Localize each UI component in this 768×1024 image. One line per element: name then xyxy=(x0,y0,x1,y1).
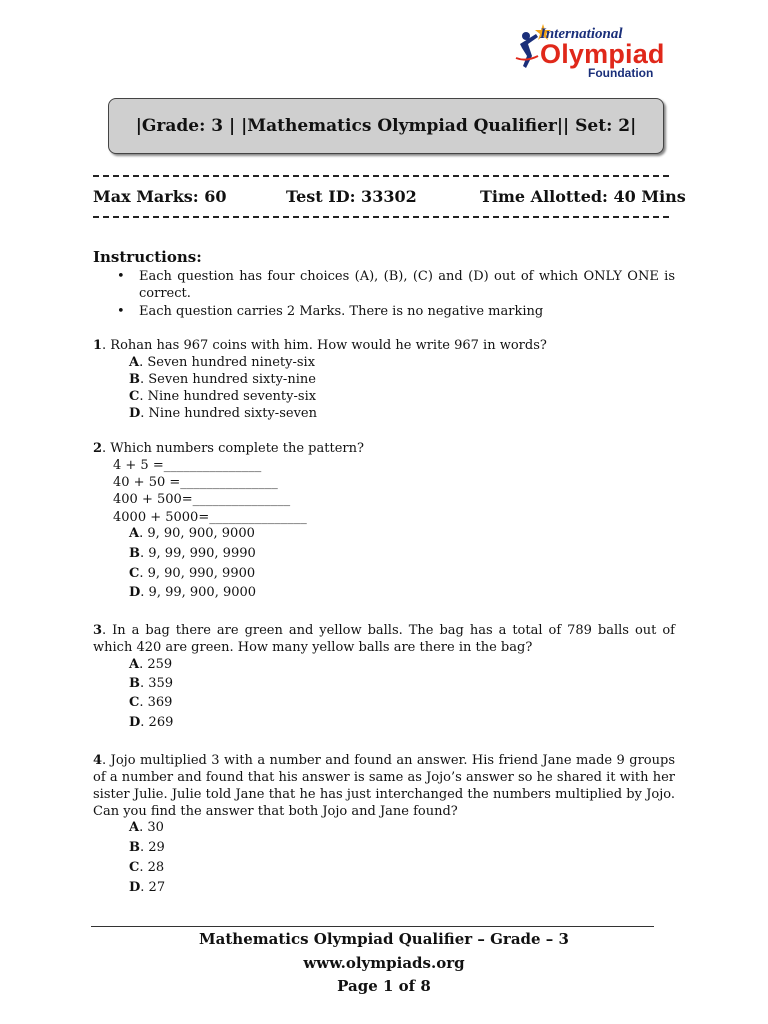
option-c: C. 369 xyxy=(129,695,173,710)
option-b: B. 29 xyxy=(129,840,165,855)
question-2 xyxy=(93,440,675,457)
question-stem: 3. In a bag there are green and yellow balls. The bag has a total of 789 balls out of which 420 are green. How many yellow balls are there in the bag? xyxy=(93,623,675,655)
option-a: A. 30 xyxy=(129,820,164,835)
bullet-icon: • xyxy=(117,304,125,319)
footer-divider xyxy=(91,926,654,927)
max-marks: Max Marks: 60 xyxy=(93,187,227,206)
question-1 xyxy=(93,337,675,354)
question-stem: 2. Which numbers complete the pattern? xyxy=(93,441,364,456)
footer-website-link[interactable]: www.olympiads.org xyxy=(303,954,465,972)
option-d: D. Nine hundred sixty-seven xyxy=(129,406,317,421)
instruction-item: • Each question carries 2 Marks. There is no negative marking xyxy=(117,304,544,319)
option-c: C. 9, 90, 990, 9900 xyxy=(129,566,256,581)
instructions-title: Instructions: xyxy=(93,248,202,266)
question-stem: 1. Rohan has 967 coins with him. How would he write 967 in words? xyxy=(93,338,547,353)
bullet-icon: • xyxy=(117,269,125,284)
test-id: Test ID: 33302 xyxy=(286,187,417,206)
logo-line-international: International xyxy=(540,26,623,42)
option-d: D. 9, 99, 900, 9000 xyxy=(129,585,257,600)
footer-title: Mathematics Olympiad Qualifier – Grade – 3 xyxy=(199,930,569,948)
olympiad-logo xyxy=(512,22,672,82)
option-c: C. 28 xyxy=(129,860,165,875)
header-banner xyxy=(108,98,664,154)
time-allotted: Time Allotted: 40 Mins xyxy=(480,187,686,206)
pattern-line: 400 + 500=_______________ xyxy=(113,492,291,507)
instructions-list xyxy=(115,268,675,321)
dashed-divider-bottom xyxy=(93,216,669,218)
question-stem: 4. Jojo multiplied 3 with a number and found an answer. His friend Jane made 9 groups of a number and found that his answer is same as Jojo’s answer so he shared it with her sister Julie. Julie told Jane that he has just interchanged the numbers multiplied by Jojo. Can you find the answer that both Jojo and Jane found? xyxy=(93,753,675,819)
option-a: A. Seven hundred ninety-six xyxy=(129,355,316,370)
question-3 xyxy=(93,622,675,656)
option-a: A. 9, 90, 900, 9000 xyxy=(129,526,255,541)
header-title: |Grade: 3 | |Mathematics Olympiad Qualifier|| Set: 2| xyxy=(135,116,637,136)
logo-line-foundation: Foundation xyxy=(588,66,654,80)
option-d: D. 269 xyxy=(129,715,174,730)
option-b: B. 9, 99, 990, 9990 xyxy=(129,546,256,561)
dashed-divider-top xyxy=(93,175,669,177)
pattern-line: 4000 + 5000=_______________ xyxy=(113,510,307,525)
option-b: B. 359 xyxy=(129,676,174,691)
logo-line-olympiad: Olympiad xyxy=(540,39,665,69)
pattern-line: 40 + 50 =_______________ xyxy=(113,475,278,490)
question-4 xyxy=(93,752,675,820)
pattern-line: 4 + 5 =_______________ xyxy=(113,458,262,473)
option-a: A. 259 xyxy=(129,657,173,672)
option-b: B. Seven hundred sixty-nine xyxy=(129,372,316,387)
option-d: D. 27 xyxy=(129,880,166,895)
option-c: C. Nine hundred seventy-six xyxy=(129,389,317,404)
page-number: Page 1 of 8 xyxy=(337,977,431,995)
instruction-item: • Each question has four choices (A), (B), (C) and (D) out of which ONLY ONE is correct. xyxy=(117,269,675,301)
